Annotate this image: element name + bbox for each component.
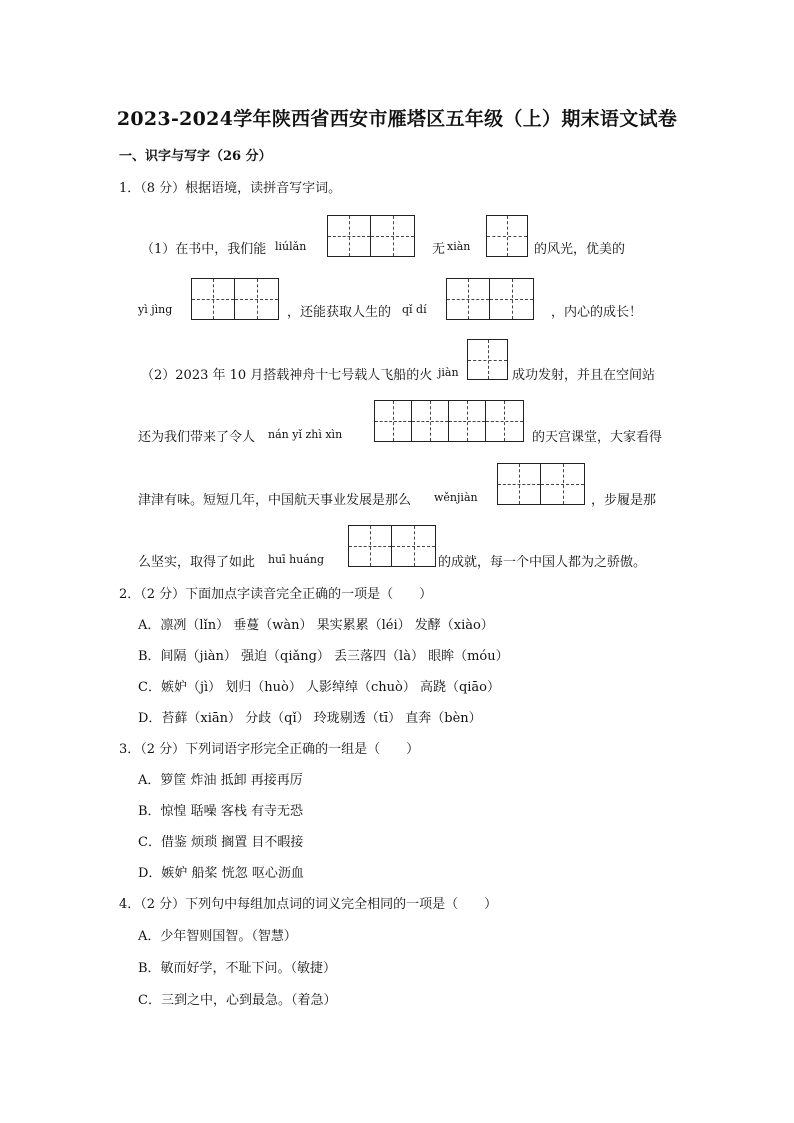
q1-text: 津津有味。短短几年，中国航天事业发展是那么: [138, 493, 412, 508]
writing-grid-2[interactable]: [348, 525, 436, 567]
option-b[interactable]: B．敏而好学，不耻下问。（敏捷）: [138, 961, 337, 976]
pinyin-label: nán yǐ zhì xìn: [268, 428, 343, 441]
q1-text: ，还能获取人生的: [287, 305, 392, 320]
q1-text: 还为我们带来了令人: [138, 430, 256, 445]
option-d[interactable]: D．嫉妒 船桨 恍忽 呕心沥血: [138, 866, 304, 881]
option-a[interactable]: A．凛冽（lǐn） 垂蔓（wàn） 果实累累（léi） 发酵（xiào）: [138, 618, 494, 633]
q1-text: 无: [432, 242, 446, 257]
option-b[interactable]: B．间隔（jiàn） 强迫（qiǎng） 丢三落四（là） 眼眸（móu）: [138, 649, 509, 664]
option-d[interactable]: D．苔藓（xiān） 分歧（qǐ） 玲珑剔透（tī） 直奔（bèn）: [138, 711, 482, 726]
option-c[interactable]: C．三到之中，心到最急。（着急）: [138, 993, 337, 1008]
question-3-stem: 3．（2 分）下列词语字形完全正确的一组是（ ）: [119, 742, 420, 757]
document-title: 2023-2024学年陕西省西安市雁塔区五年级（上）期末语文试卷: [116, 108, 678, 130]
writing-grid-4[interactable]: [374, 400, 524, 442]
option-c[interactable]: C．嫉妒（jì） 划归（huò） 人影绰绰（chuò） 高跷（qiāo）: [138, 680, 501, 695]
writing-grid-2[interactable]: [191, 278, 279, 320]
q1-text: 的天宫课堂，大家看得: [532, 430, 663, 445]
writing-grid-2[interactable]: [446, 278, 534, 320]
pinyin-label: xiàn: [447, 240, 471, 253]
q1-text: ，步履是那: [591, 493, 657, 508]
q1-text: 的风光，优美的: [534, 242, 626, 257]
q1-text: 的成就，每一个中国人都为之骄傲。: [438, 555, 647, 570]
pinyin-label: yì jìng: [138, 303, 173, 316]
q1-text: （1）在书中，我们能: [141, 242, 267, 257]
option-b[interactable]: B．惊惶 聒噪 客栈 有寺无恐: [138, 804, 303, 819]
question-2-stem: 2．（2 分）下面加点字读音完全正确的一项是（ ）: [119, 587, 433, 602]
pinyin-label: jiàn: [438, 366, 459, 379]
pinyin-label: liúlǎn: [275, 240, 307, 253]
q1-text: 么坚实，取得了如此: [138, 555, 256, 570]
option-a[interactable]: A．箩筐 炸油 抵卸 再接再厉: [138, 773, 303, 788]
question-4-stem: 4．（2 分）下列句中每组加点词的词义完全相同的一项是（ ）: [119, 897, 498, 912]
q1-text: ，内心的成长！: [551, 305, 643, 320]
option-c[interactable]: C．借鉴 烦琐 搁置 目不暇接: [138, 835, 304, 850]
pinyin-label: wěnjiàn: [434, 491, 478, 504]
pinyin-label: huī huáng: [268, 553, 325, 566]
section-heading: 一、识字与写字（26 分）: [119, 149, 272, 164]
writing-grid-2[interactable]: [497, 463, 585, 505]
option-a[interactable]: A．少年智则国智。（智慧）: [138, 929, 297, 944]
question-1-stem: 1．（8 分）根据语境，读拼音写字词。: [119, 181, 342, 196]
q1-text: 成功发射，并且在空间站: [512, 368, 656, 383]
q1-text: （2）2023 年 10 月搭载神舟十七号载人飞船的火: [141, 368, 433, 383]
pinyin-label: qǐ dí: [402, 303, 427, 316]
writing-grid-1[interactable]: [467, 339, 508, 380]
writing-grid-1[interactable]: [486, 215, 528, 257]
writing-grid-2[interactable]: [327, 215, 415, 257]
